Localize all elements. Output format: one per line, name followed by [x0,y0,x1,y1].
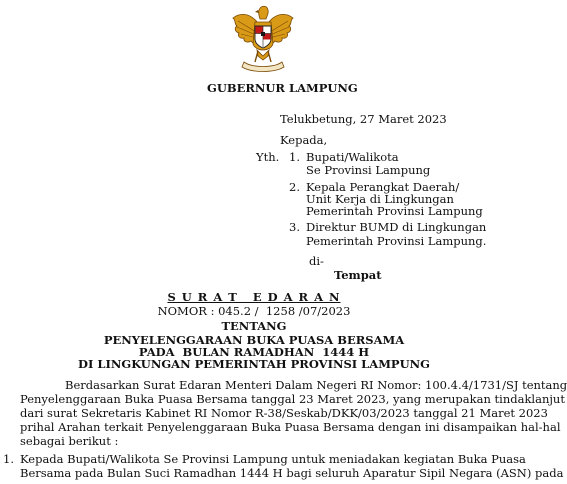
subject-line: PADA BULAN RAMADHAN 1444 H [138,345,370,359]
document-number: NOMOR : 045.2 / 1258 /07/2023 [157,304,351,318]
body-line: prihal Arahan terkait Penyelenggaraan Buka Puasa Bersama dengan ini disampaikan hal-hal [20,420,561,434]
point-number: 1. [3,452,14,466]
addressee-num-2: 2. [289,180,300,194]
addressee-line: Se Provinsi Lampung [306,163,431,177]
letterhead-title: GUBERNUR LAMPUNG [207,81,358,95]
point-line: Bersama pada Bulan Suci Ramadhan 1444 H bagi seluruh Aparatur Sipil Negara (ASN) pada [20,466,564,480]
subject-line: PENYELENGGARAAN BUKA PUASA BERSAMA [103,333,405,347]
garuda-emblem-icon [224,4,302,74]
body-line: dari surat Sekretaris Kabinet RI Nomor R-38/Seskab/DKK/03/2023 tanggal 21 Maret 2023 [20,406,548,420]
addressee-line: Pemerintah Provinsi Lampung [306,204,483,218]
addressee-line: Pemerintah Provinsi Lampung. [306,234,487,248]
kepada-label: Kepada, [280,133,328,147]
addressee-line: Unit Kerja di Lingkungan [306,192,454,206]
body-line: Penyelenggaraan Buka Puasa Bersama tanggal 23 Maret 2023, yang merupakan tindaklanjut [20,392,565,406]
body-line: Berdasarkan Surat Edaran Menteri Dalam Negeri RI Nomor: 100.4.4/1731/SJ tentang [65,378,567,392]
point-line: Kepada Bupati/Walikota Se Provinsi Lampung untuk meniadakan kegiatan Buka Puasa [20,452,526,466]
yth-label: Yth. [256,150,280,164]
addressee-num-3: 3. [289,220,300,234]
addressee-line: Kepala Perangkat Daerah/ [306,180,460,194]
addressee-num-1: 1. [289,150,300,164]
addressee-line: Direktur BUMD di Lingkungan [306,220,487,234]
tentang-label: TENTANG [221,319,287,333]
document-title: S U R A T E D A R A N [167,290,341,304]
di-label: di- [309,254,324,268]
date-line: Telukbetung, 27 Maret 2023 [280,112,447,126]
tempat-label: Tempat [334,268,382,282]
addressee-line: Bupati/Walikota [306,150,399,164]
subject-line: DI LINGKUNGAN PEMERINTAH PROVINSI LAMPUNG [78,357,430,371]
body-line: sebagai berikut : [20,434,119,448]
